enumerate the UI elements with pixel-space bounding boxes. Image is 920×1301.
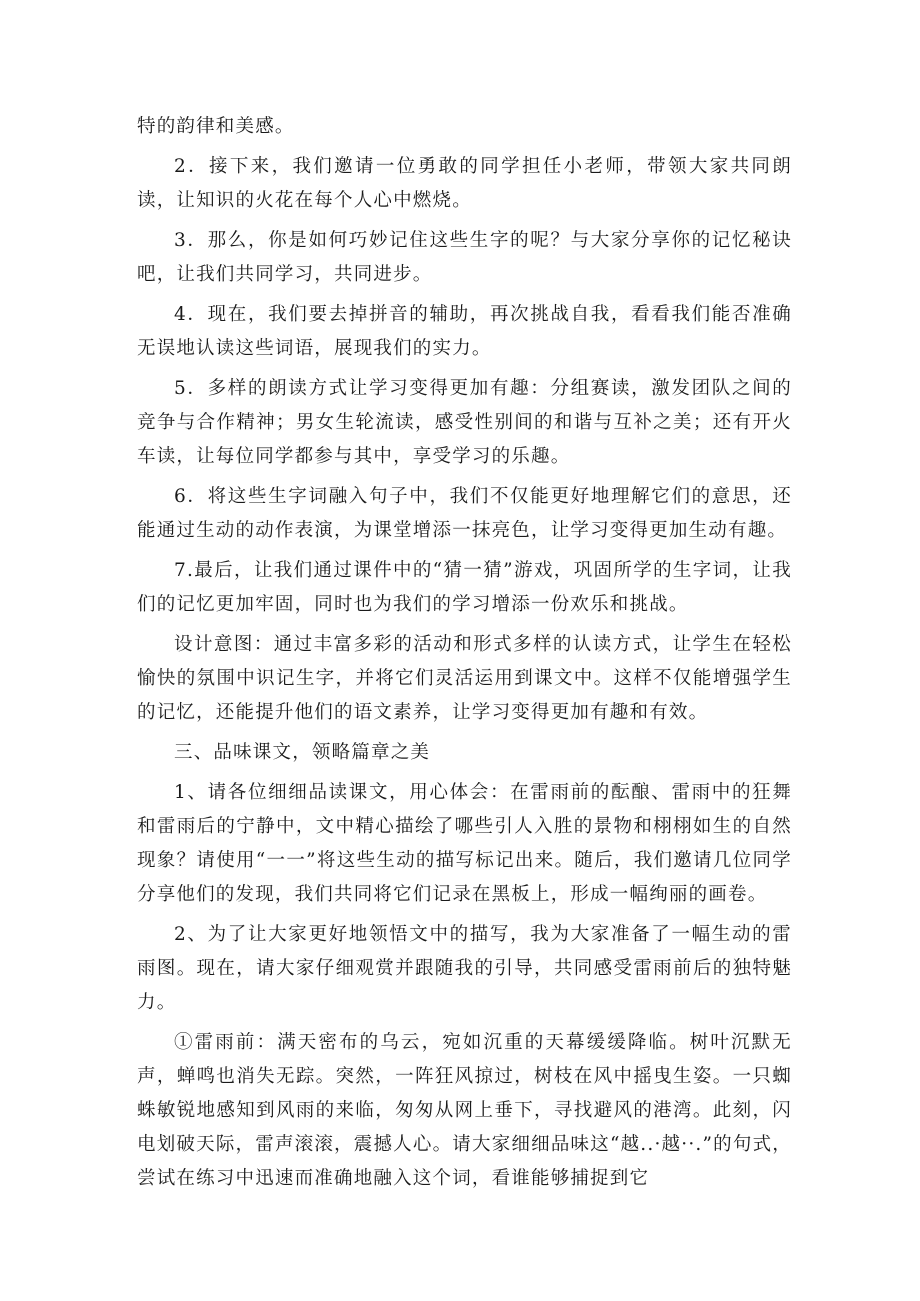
section-heading: 三、品味课文，领略篇章之美: [174, 742, 431, 763]
paragraph-step-3: 3．那么，你是如何巧妙记住这些生字的呢？与大家分享你的记忆秘诀吧，让我们共同学习，共同进步。: [137, 230, 792, 285]
paragraph-step-2: 2．接下来，我们邀请一位勇敢的同学担任小老师，带领大家共同朗读，让知识的火花在每个人心中燃烧。: [137, 156, 792, 211]
document-body: [137, 110, 792, 1202]
paragraph-section-1: 1、请各位细细品读课文，用心体会：在雷雨前的酝酿、雷雨中的狂舞和雷雨后的宁静中，文中精心描绘了哪些引人入胜的景物和栩栩如生的自然现象？请使用“一一”将这些生动的描写标记出来。随后，我们邀请几位同学分享他们的发现，我们共同将它们记录在黑板上，形成一幅绚丽的画卷。: [137, 782, 792, 905]
paragraph-step-5: 5．多样的朗读方式让学习变得更加有趣：分组赛读，激发团队之间的竞争与合作精神；男女生轮流读，感受性别间的和谐与互补之美；还有开火车读，让每位同学都参与其中，享受学习的乐趣。: [137, 378, 792, 467]
paragraph-step-6: 6．将这些生字词融入句子中，我们不仅能更好地理解它们的意思，还能通过生动的动作表演，为课堂增添一抹亮色，让学习变得更加生动有趣。: [137, 486, 792, 541]
paragraph-step-7: 7.最后，让我们通过课件中的“猜一猜”游戏，巩固所学的生字词，让我们的记忆更加牢固，同时也为我们的学习增添一份欢乐和挑战。: [137, 560, 792, 615]
paragraph-continuation: 特的韵律和美感。: [137, 116, 295, 137]
paragraph-step-4: 4．现在，我们要去掉拼音的辅助，再次挑战自我，看看我们能否准确无误地认读这些词语，展现我们的实力。: [137, 304, 792, 359]
paragraph-design-intent: 设计意图：通过丰富多彩的活动和形式多样的认读方式，让学生在轻松愉快的氛围中识记生字，并将它们灵活运用到课文中。这样不仅能增强学生的记忆，还能提升他们的语文素养，让学习变得更加有趣和有效。: [137, 634, 792, 723]
paragraph-before-storm: ①雷雨前：满天密布的乌云，宛如沉重的天幕缓缓降临。树叶沉默无声，蝉鸣也消失无踪。突然，一阵狂风掠过，树枝在风中摇曳生姿。一只蜘蛛敏锐地感知到风雨的来临，匆匆从网上垂下，寻找避风的港湾。此刻，闪电划破天际，雷声滚滚，震撼人心。请大家细细品味这“越..·越··.”的句式，尝试在练习中迅速而准确地融入这个词，看谁能够捕捉到它: [137, 1032, 792, 1189]
paragraph-section-2: 2、为了让大家更好地领悟文中的描写，我为大家准备了一幅生动的雷雨图。现在，请大家仔细观赏并跟随我的引导，共同感受雷雨前后的独特魅力。: [137, 924, 792, 1013]
